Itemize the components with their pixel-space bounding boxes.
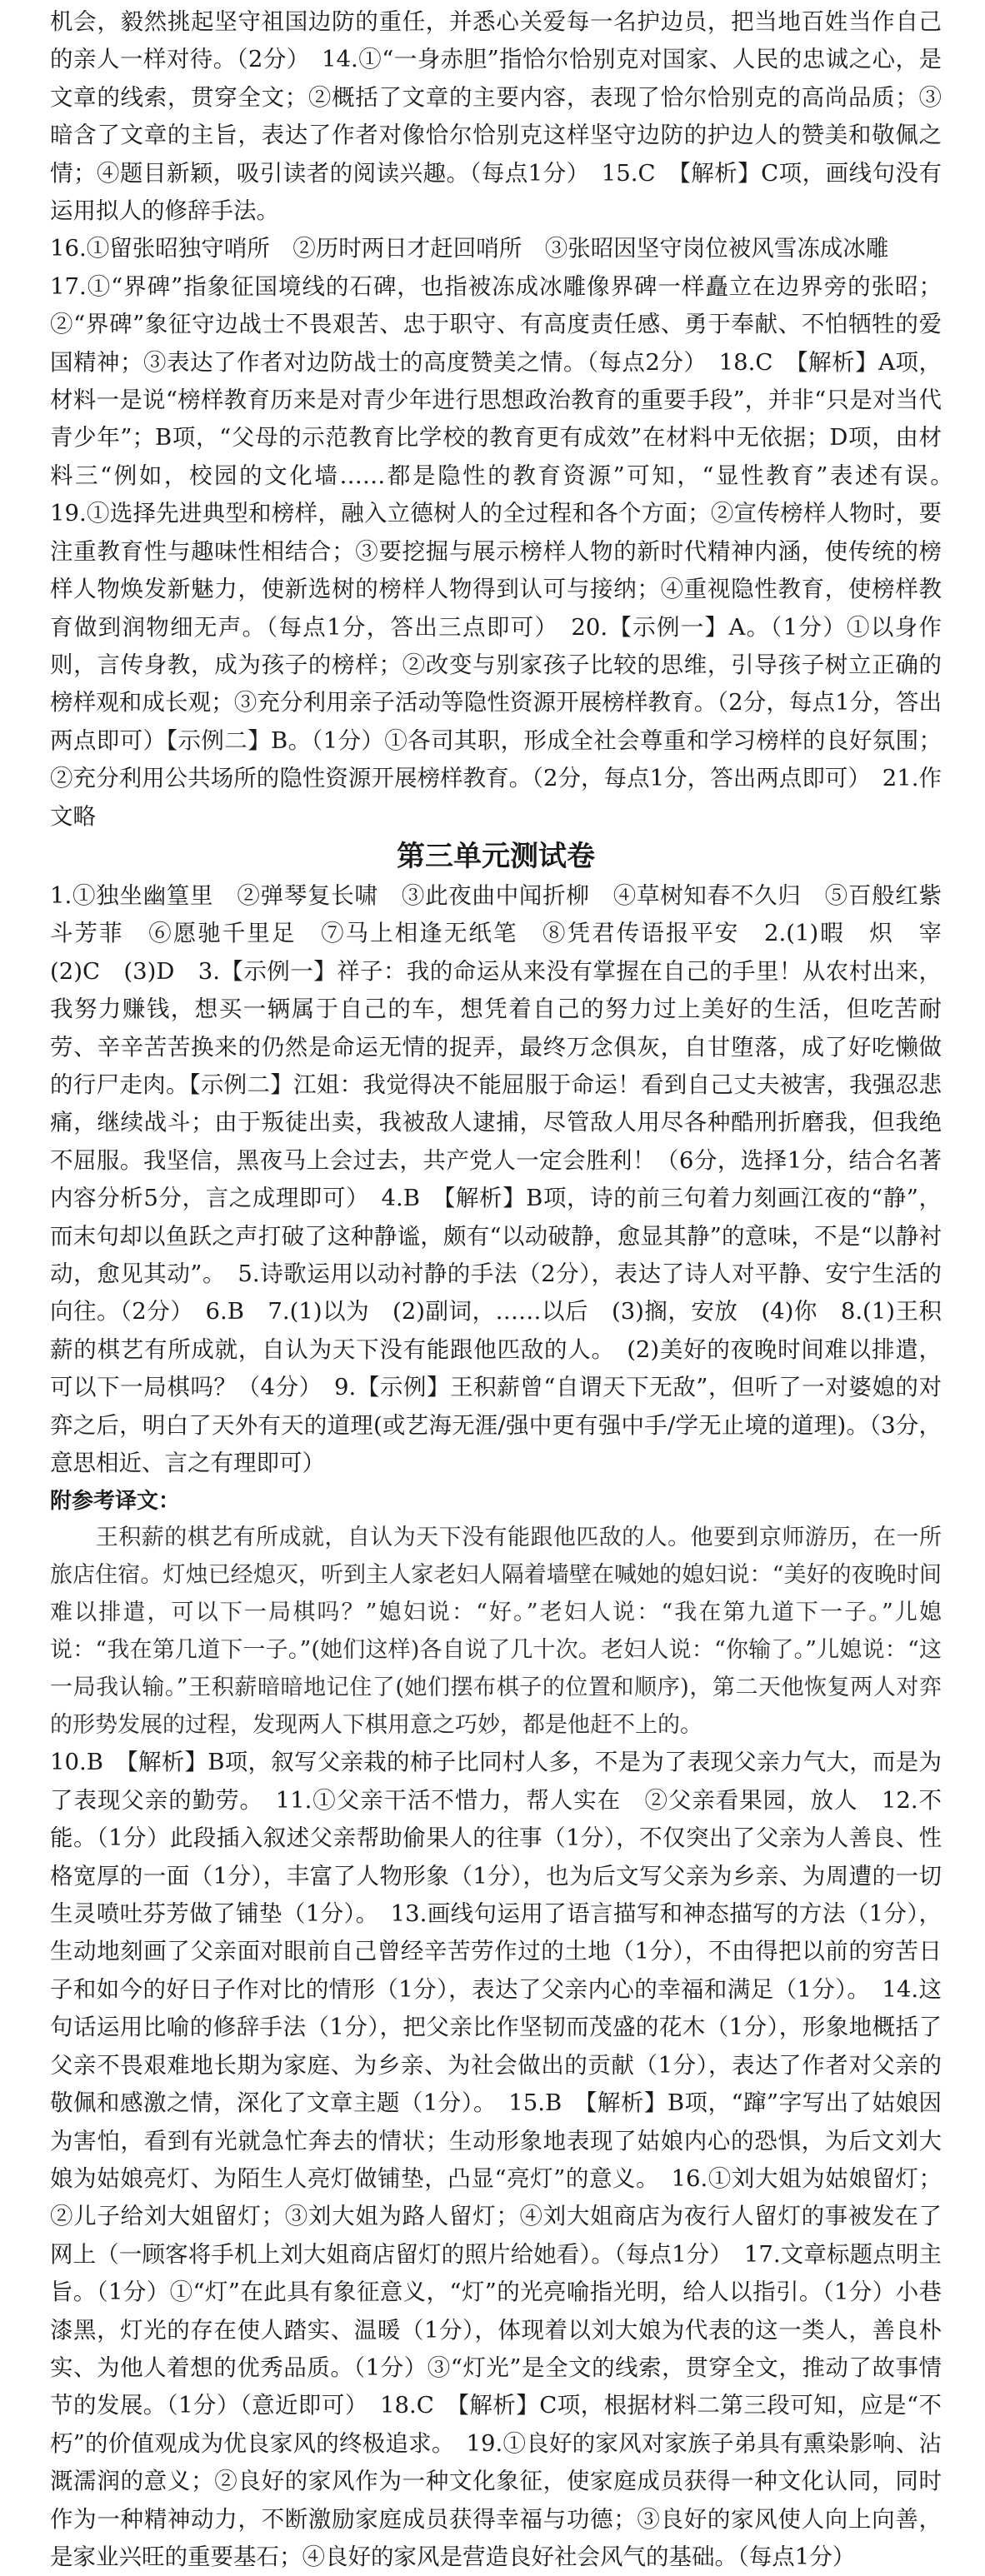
translation-heading: 附参考译文： — [50, 1489, 181, 1515]
section-title: 第三单元测试卷 — [397, 839, 595, 873]
translation-text: 王积薪的棋艺有所成就，自认为天下没有能跟他匹敌的人。他要到京师游历，在一所旅店住宿。灯烛已经熄灭，听到主人家老妇人隔着墙壁在喊她的媳妇说：“美好的夜晚时间难以排遣，可以下一局棋吗？”媳妇说：“好。”老妇人说：“我在第九道下一子。”儿媳说：“我在第几道下一子。”(她们这样)各自说了几十次。老妇人说：“你输了。”儿媳说：“这一局我认输。”王积薪暗暗地记住了(她们摆布棋子的位置和顺序)，第二天他恢复两人对弈的形势发展的过程，发现两人下棋用意之巧妙，都是他赶不上的。 — [50, 1525, 942, 1739]
answer-page — [50, 3, 965, 2576]
answers-unit-2-tail: 机会，毅然挑起坚守祖国边防的重任，并悉心关爱每一名护边员，把当地百姓当作自己的亲人一样对待。（2分） 14.①“一身赤胆”指恰尔恰别克对国家、人民的忠诚之心，是文章的线索，贯穿全文；②概括了文章的主要内容，表现了恰尔恰别克的高尚品质；③暗含了文章的主旨，表达了作者对像恰尔恰别克这样坚守边防的护边人的赞美和敬佩之情；④题目新颖，吸引读者的阅读兴趣。（每点1分） 15.C 【解析】C项，画线句没有运用拟人的修辞手法。 16.①留张昭独守哨所 ②历时两日才赶回哨所 ③张昭因坚守岗位被风雪冻成冰雕 17.①“界碑”指象征国境线的石碑，也指被冻成冰雕像界碑一样矗立在边界旁的张昭；②“界碑”象征守边战士不畏艰苦、忠于职守、有高度责任感、勇于奉献、不怕牺牲的爱国精神；③表达了作者对边防战士的高度赞美之情。（每点2分） 18.C 【解析】A项，材料一是说“榜样教育历来是对青少年进行思想政治教育的重要手段”，并非“只是对当代青少年”；B项，“父母的示范教育比学校的教育更有成效”在材料中无依据；D项，由材料三“例如，校园的文化墙……都是隐性的教育资源”可知，“显性教育”表述有误。 19.①选择先进典型和榜样，融入立德树人的全过程和各个方面；②宣传榜样人物时，要注重教育性与趣味性相结合；③要挖掘与展示榜样人物的新时代精神内涵，使传统的榜样人物焕发新魅力，使新选树的榜样人物得到认可与接纳；④重视隐性教育，使榜样教育做到润物细无声。（每点1分，答出三点即可） 20.【示例一】A。（1分）①以身作则，言传身教，成为孩子的榜样；②改变与别家孩子比较的思维，引导孩子树立正确的榜样观和成长观；③充分利用亲子活动等隐性资源开展榜样教育。（2分，每点1分，答出两点即可）【示例二】B。（1分）①各司其职，形成全社会尊重和学习榜样的良好氛围；②充分利用公共场所的隐性资源开展榜样教育。（2分，每点1分，答出两点即可） 21.作文略 — [50, 8, 942, 830]
answers-unit-3-part-2: 10.B 【解析】B项，叙写父亲栽的柿子比同村人多，不是为了表现父亲力气大，而是为了表现父亲的勤劳。 11.①父亲干活不惜力，帮人实在 ②父亲看果园，放人 12.不能。（1分）此段插入叙述父亲帮助偷果人的往事（1分），不仅突出了父亲为人善良、性格宽厚的一面（1分），丰富了人物形象（1分），也为后文写父亲为乡亲、为周遭的一切生灵喷吐芬芳做了铺垫（1分）。 13.画线句运用了语言描写和神态描写的方法（1分），生动地刻画了父亲面对眼前自己曾经辛苦劳作过的土地（1分），不由得把以前的穷苦日子和如今的好日子作对比的情形（1分），表达了父亲内心的幸福和满足（1分）。 14.这句话运用比喻的修辞手法（1分），把父亲比作坚韧而茂盛的花木（1分），形象地概括了父亲不畏艰难地长期为家庭、为乡亲、为社会做出的贡献（1分），表达了作者对父亲的敬佩和感激之情，深化了文章主题（1分）。 15.B 【解析】B项，“蹿”字写出了姑娘因为害怕，看到有光就急忙奔去的情状；生动形象地表现了姑娘内心的恐惧，为后文刘大娘为姑娘亮灯、为陌生人亮灯做铺垫，凸显“亮灯”的意义。 16.①刘大姐为姑娘留灯；②儿子给刘大姐留灯；③刘大姐为路人留灯；④刘大姐商店为夜行人留灯的事被发在了网上（一顾客将手机上刘大姐商店留灯的照片给她看）。（每点1分） 17.文章标题点明主旨。（1分）①“灯”在此具有象征意义，“灯”的光亮喻指光明，给人以指引。（1分）小巷漆黑，灯光的存在使人踏实、温暖（1分），体现着以刘大娘为代表的这一类人，善良朴实、为他人着想的优秀品质。（1分）③“灯光”是全文的线索，贯穿全文，推动了故事情节的发展。（1分）（意近即可） 18.C 【解析】C项，根据材料二第三段可知，应是“不朽”的价值观成为优良家风的终极追求。 19.①良好的家风对家族子弟具有熏染影响、沾溉濡润的意义；②良好的家风作为一种文化象征，使家庭成员获得一种文化认同，同时作为一种精神动力，不断激励家庭成员获得幸福与功德；③良好的家风使人向上向善，是家业兴旺的重要基石；④良好的家风是营造良好社会风气的基础。（每点1分） — [50, 1749, 942, 2570]
answers-unit-3-part-1: 1.①独坐幽篁里 ②弹琴复长啸 ③此夜曲中闻折柳 ④草树知春不久归 ⑤百般红紫斗芳菲 ⑥愿驰千里足 ⑦马上相逢无纸笔 ⑧凭君传语报平安 2.(1)暇 炽 宰 (2)C (3)D 3.【示例一】祥子：我的命运从来没有掌握在自己的手里！从农村出来，我努力赚钱，想买一辆属于自己的车，想凭着自己的努力过上美好的生活，但吃苦耐劳、辛辛苦苦换来的仍然是命运无情的捉弄，最终万念俱灰，自甘堕落，成了好吃懒做的行尸走肉。【示例二】江姐：我觉得决不能屈服于命运！看到自己丈夫被害，我强忍悲痛，继续战斗；由于叛徒出卖，我被敌人逮捕，尽管敌人用尽各种酷刑折磨我，但我绝不屈服。我坚信，黑夜马上会过去，共产党人一定会胜利！（6分，选择1分，结合名著内容分析5分，言之成理即可） 4.B 【解析】B项，诗的前三句着力刻画江夜的“静”，而末句却以鱼跃之声打破了这种静谧，颇有“以动破静，愈显其静”的意味，不是“以静衬动，愈见其动”。 5.诗歌运用以动衬静的手法（2分），表达了诗人对平静、安宁生活的向往。（2分） 6.B 7.(1)以为 (2)副词，……以后 (3)搁，安放 (4)你 8.(1)王积薪的棋艺有所成就，自认为天下没有能跟他匹敌的人。 (2)美好的夜晚时间难以排遣，可以下一局棋吗？（4分） 9.【示例】王积薪曾“自谓天下无敌”，但听了一对婆媳的对弈之后，明白了天外有天的道理(或艺海无涯/强中更有强中手/学无止境的道理)。（3分，意思相近、言之有理即可） — [50, 881, 965, 1477]
